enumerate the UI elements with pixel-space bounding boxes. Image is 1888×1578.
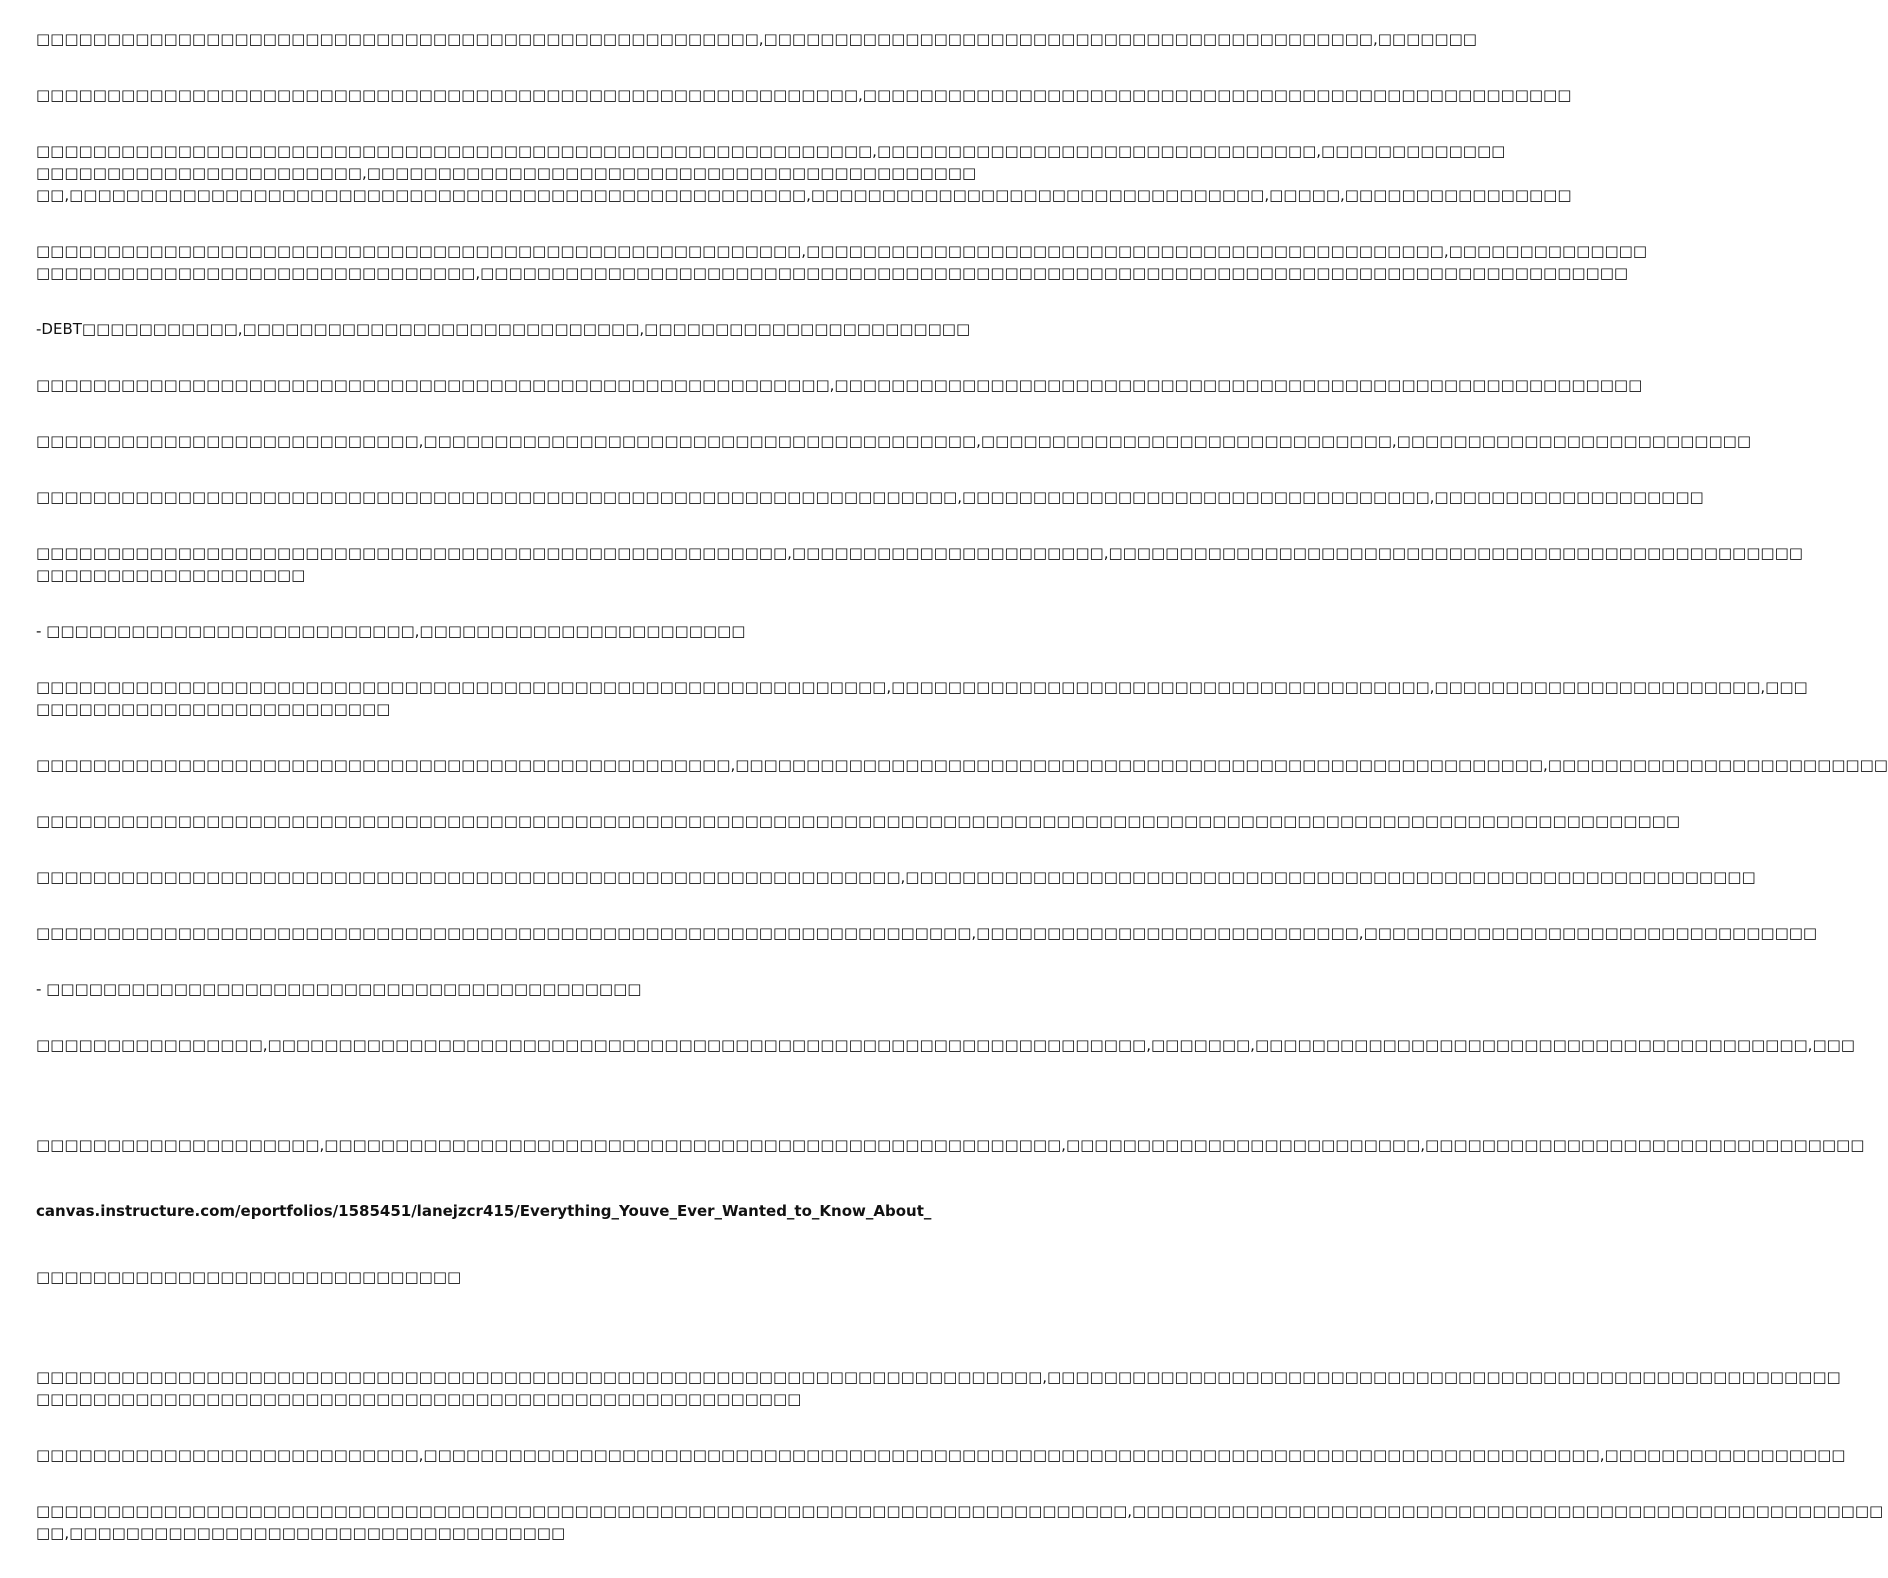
paragraph-line: □□□□□□□□□□□□□□□□□□□□□□□□□□□□□□□□□□□□□□□□□□□□□□□□□□□□□□□□□□□□□□□□□□□□□□□□□□□□□□□□□□□□□□□□□□□□□□□□□□□□□□□□□□□□□□□□□□□□ <box>36 812 1680 830</box>
paragraph-line: □□□□□□□□□□□□□□□□□□□□□□□□□□□□□□□□□□□□□□□□□□□□□□□□□□□□□□□□□□□□□□□□□□,□□□□□□□□□□□□□□□□□□□□□□□□□□□,□□□□□□□□□□□□□□□□□□□□□□□□□□□□□□□□ <box>36 924 1818 942</box>
text-paragraph <box>36 240 1648 284</box>
paragraph-line: □□□□□□□□□□□□□□□□□□□□□□□□□□□□□□□□□□□□□□□□□□□□□□□□□□□□□□,□□□□□□□□□□□□□□□□□□□□□□□□□□□□□□□□□□□□□□□□□□□□□,□□□□□□□□□□□□□□ <box>36 242 1648 260</box>
paragraph-line: □□□□□□□□□□□□□□□□□□□□□□□□□□□□□□□□□□□□□□□□□□□□□□□□□□□□□□□□□□□□□□□□□□□□□□□□□□□□□,□□□□□□□□□□□□□□□□□□□□□□□□□□□□□□□□□□□□□□□□□□□□□□□□□□□□□ <box>36 1502 1884 1520</box>
text-paragraph <box>36 140 1572 206</box>
link-paragraph-lead: □□□□□□□□□□□□□□□□□□□□,□□□□□□□□□□□□□□□□□□□□□□□□□□□□□□□□□□□□□□□□□□□□□□□□□□□□,□□□□□□□□□□□□□□□□□□□□□□□□□,□□□□□□□□□□□□□□□□□□□□□□□□□□□□□□□ <box>36 1136 1865 1154</box>
paragraph-line: □□□□□□□□□□□□□□□□□□□□□□□□□□□□□□□□□□□□□□□□□□□□□□□□□□□□□□□□□□□,□□□□□□□□□□□□□□□□□□□□□□□□□□□□□□□,□□□□□□□□□□□□□ <box>36 142 1506 160</box>
text-paragraph <box>36 978 990 1000</box>
text-paragraph <box>36 866 1756 888</box>
paragraph-line: □□□□□□□□□□□□□□□□□□□□□□□□□□□□□□□□□□□□□□□□□□□□□□□□□□□□□□□□□□□□□□□□□,□□□□□□□□□□□□□□□□□□□□□□□□□□□□□□□□□,□□□□□□□□□□□□□□□□□□□ <box>36 488 1704 506</box>
paragraph-line: □□□□□□□□□□□□□□□□□□□□□□□□□□□□□□□,□□□□□□□□□□□□□□□□□□□□□□□□□□□□□□□□□□□□□□□□□□□□□□□□□□□□□□□□□□□□□□□□□□□□□□□□□□□□□□□□□ <box>36 264 1629 282</box>
paragraph-line: □□□□□□□□□□□□□□□□□□□□□□□□□□□□□□□□□□□□□□□□□□□□□□□□□□□□□□ <box>36 1390 802 1408</box>
paragraph-line: □□□□□□□□□□□□□□□□□□□□□□□□□ <box>36 700 391 718</box>
text-paragraph <box>36 28 1477 50</box>
text-paragraph <box>36 1366 1841 1410</box>
text-paragraph <box>36 922 1818 944</box>
text-paragraph <box>36 318 990 340</box>
text-paragraph <box>36 1500 1884 1544</box>
link-paragraph <box>36 1090 1865 1332</box>
text-paragraph <box>36 620 990 642</box>
text-paragraph <box>36 430 1751 452</box>
text-paragraph <box>36 754 1888 776</box>
document-body <box>36 28 1888 1056</box>
text-paragraph <box>36 810 1680 832</box>
text-paragraph <box>36 1034 1855 1056</box>
paragraph-line: □□□□□□□□□□□□□□□□□□□□□□□□□□□,□□□□□□□□□□□□□□□□□□□□□□□□□□□□□□□□□□□□□□□,□□□□□□□□□□□□□□□□□□□□□□□□□□□□□,□□□□□□□□□□□□□□□□□□□□□□□□□ <box>36 432 1751 450</box>
paragraph-line: □□□□□□□□□□□□□□□□□□□□□□□□□□□□□□□□□□□□□□□□□□□□□□□□□□□□□□□□,□□□□□□□□□□□□□□□□□□□□□□□□□□□□□□□□□□□□□□□□□□□□□□□□□□□□□□□□□ <box>36 376 1643 394</box>
text-paragraph <box>36 84 1572 106</box>
link-paragraph-tail: □□□□□□□□□□□□□□□□□□□□□□□□□□□□□□ <box>36 1268 462 1286</box>
paragraph-line: □□□□□□□□□□□□□□□□□□□□□□□,□□□□□□□□□□□□□□□□□□□□□□□□□□□□□□□□□□□□□□□□□□□ <box>36 164 977 182</box>
paragraph-line: □□□□□□□□□□□□□□□□□□□□□□□□□□□,□□□□□□□□□□□□□□□□□□□□□□□□□□□□□□□□□□□□□□□□□□□□□□□□□□□□□□□□□□□□□□□□□□□□□□□□□□□□□□□□□□□,□□□□□□□□□□□□□□□□□ <box>36 1446 1846 1464</box>
paragraph-line: □□□□□□□□□□□□□□□□□□□□□□□□□□□□□□□□□□□□□□□□□□□□□□□□□□□□□□□□□□□□□□□□□□□□□□□,□□□□□□□□□□□□□□□□□□□□□□□□□□□□□□□□□□□□□□□□□□□□□□□□□□□□□□□□ <box>36 1368 1841 1386</box>
paragraph-line: □□□□□□□□□□□□□□□□□□□□□□□□□□□□□□□□□□□□□□□□□□□□□□□□□□□□□□□□□□□□,□□□□□□□□□□□□□□□□□□□□□□□□□□□□□□□□□□□□□□,□□□□□□□□□□□□□□□□□□□□□□□,□□□ <box>36 678 1808 696</box>
text-paragraph <box>36 676 1808 720</box>
paragraph-line: □□□□□□□□□□□□□□□□□□□□□□□□□□□□□□□□□□□□□□□□□□□□□□□□□,□□□□□□□□□□□□□□□□□□□□□□□□□□□□□□□□□□□□□□□□□□□□□□□□□□□□□□□□□,□□□□□□□□□□□□□□□□□□□□□□□□ <box>36 756 1888 774</box>
text-paragraph <box>36 1444 1846 1466</box>
paragraph-line: □□□□□□□□□□□□□□□□□□□□□□□□□□□□□□□□□□□□□□□□□□□□□□□□□□□,□□□□□□□□□□□□□□□□□□□□□□□□□□□□□□□□□□□□□□□□□□□,□□□□□□□ <box>36 30 1477 48</box>
portfolio-link[interactable]: canvas.instructure.com/eportfolios/1585451/lanejzcr415/Everything_Youve_Ever_Wanted_to_Know_About_ <box>36 1202 932 1220</box>
document-page <box>36 28 1888 1578</box>
closing-body <box>36 1366 1884 1544</box>
text-paragraph <box>36 486 1704 508</box>
paragraph-line: □□,□□□□□□□□□□□□□□□□□□□□□□□□□□□□□□□□□□□ <box>36 1524 566 1542</box>
text-paragraph <box>36 374 1643 396</box>
text-paragraph <box>36 542 1803 586</box>
paragraph-line: □□□□□□□□□□□□□□□□□□□□□□□□□□□□□□□□□□□□□□□□□□□□□□□□□□□□□□□□□□,□□□□□□□□□□□□□□□□□□□□□□□□□□□□□□□□□□□□□□□□□□□□□□□□□□ <box>36 86 1572 104</box>
paragraph-line: □□□□□□□□□□□□□□□□□□□□□□□□□□□□□□□□□□□□□□□□□□□□□□□□□□□□□,□□□□□□□□□□□□□□□□□□□□□□,□□□□□□□□□□□□□□□□□□□□□□□□□□□□□□□□□□□□□□□□□□□□□□□□□ <box>36 544 1803 562</box>
paragraph-line: - □□□□□□□□□□□□□□□□□□□□□□□□□□□□□□□□□□□□□□□□□□ <box>36 980 642 998</box>
paragraph-line: □□,□□□□□□□□□□□□□□□□□□□□□□□□□□□□□□□□□□□□□□□□□□□□□□□□□□□□,□□□□□□□□□□□□□□□□□□□□□□□□□□□□□□□□,□□□□□,□□□□□□□□□□□□□□□□ <box>36 186 1572 204</box>
paragraph-line: □□□□□□□□□□□□□□□□□□□ <box>36 566 306 584</box>
paragraph-line: -DEBT□□□□□□□□□□□,□□□□□□□□□□□□□□□□□□□□□□□□□□□□,□□□□□□□□□□□□□□□□□□□□□□□ <box>36 320 971 338</box>
paragraph-line: □□□□□□□□□□□□□□□□□□□□□□□□□□□□□□□□□□□□□□□□□□□□□□□□□□□□□□□□□□□□□,□□□□□□□□□□□□□□□□□□□□□□□□□□□□□□□□□□□□□□□□□□□□□□□□□□□□□□□□□□□□ <box>36 868 1756 886</box>
paragraph-line: □□□□□□□□□□□□□□□□,□□□□□□□□□□□□□□□□□□□□□□□□□□□□□□□□□□□□□□□□□□□□□□□□□□□□□□□□□□□□□□,□□□□□□□,□□□□□□□□□□□□□□□□□□□□□□□□□□□□□□□□□□□□□□□,□□□ <box>36 1036 1855 1054</box>
paragraph-line: - □□□□□□□□□□□□□□□□□□□□□□□□□□,□□□□□□□□□□□□□□□□□□□□□□□ <box>36 622 746 640</box>
